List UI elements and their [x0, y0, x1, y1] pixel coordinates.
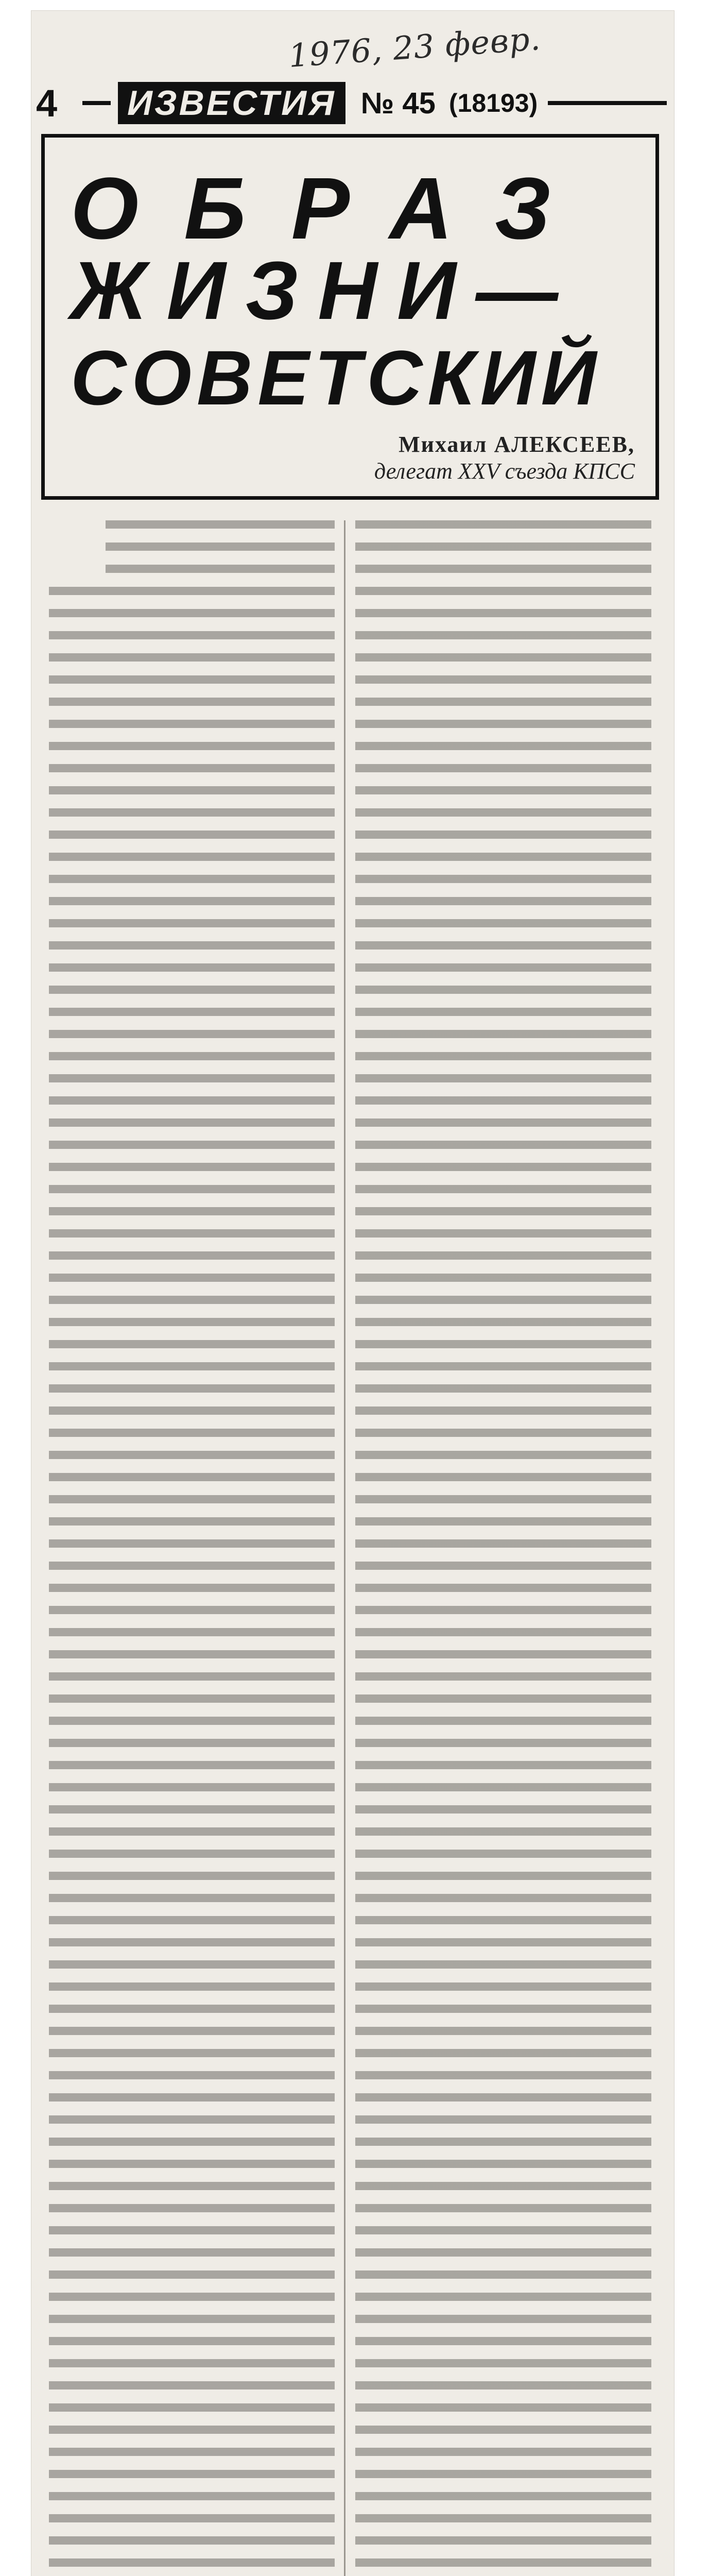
- handwritten-date-note: 1976, 23 февр.: [287, 19, 542, 75]
- newspaper-masthead: [36, 77, 667, 129]
- page-number: 4: [36, 81, 58, 125]
- byline-role: делегат XXV съезда КПСС: [374, 459, 635, 484]
- article-text-lines-left: [49, 520, 335, 2576]
- headline-box: [41, 134, 659, 500]
- headline-line-2: ЖИЗНИ—: [71, 244, 578, 336]
- headline-line-1: ОБРАЗ: [71, 160, 596, 258]
- byline: [374, 431, 635, 485]
- issue-number: № 45: [360, 86, 436, 120]
- masthead-rule-left: [82, 101, 111, 105]
- article-text-lines-right: [355, 520, 651, 2576]
- headline-line-3: СОВЕТСКИЙ: [71, 334, 602, 421]
- masthead-rule-right: [548, 101, 667, 105]
- article-column-left: [49, 520, 335, 2576]
- issue-total-number: (18193): [448, 89, 538, 117]
- column-divider: [344, 520, 345, 2576]
- article-column-right: [355, 520, 651, 2576]
- byline-author: Михаил АЛЕКСЕЕВ,: [399, 432, 635, 457]
- newspaper-name: ИЗВЕСТИЯ: [118, 82, 345, 124]
- drop-cap-area: [49, 520, 106, 577]
